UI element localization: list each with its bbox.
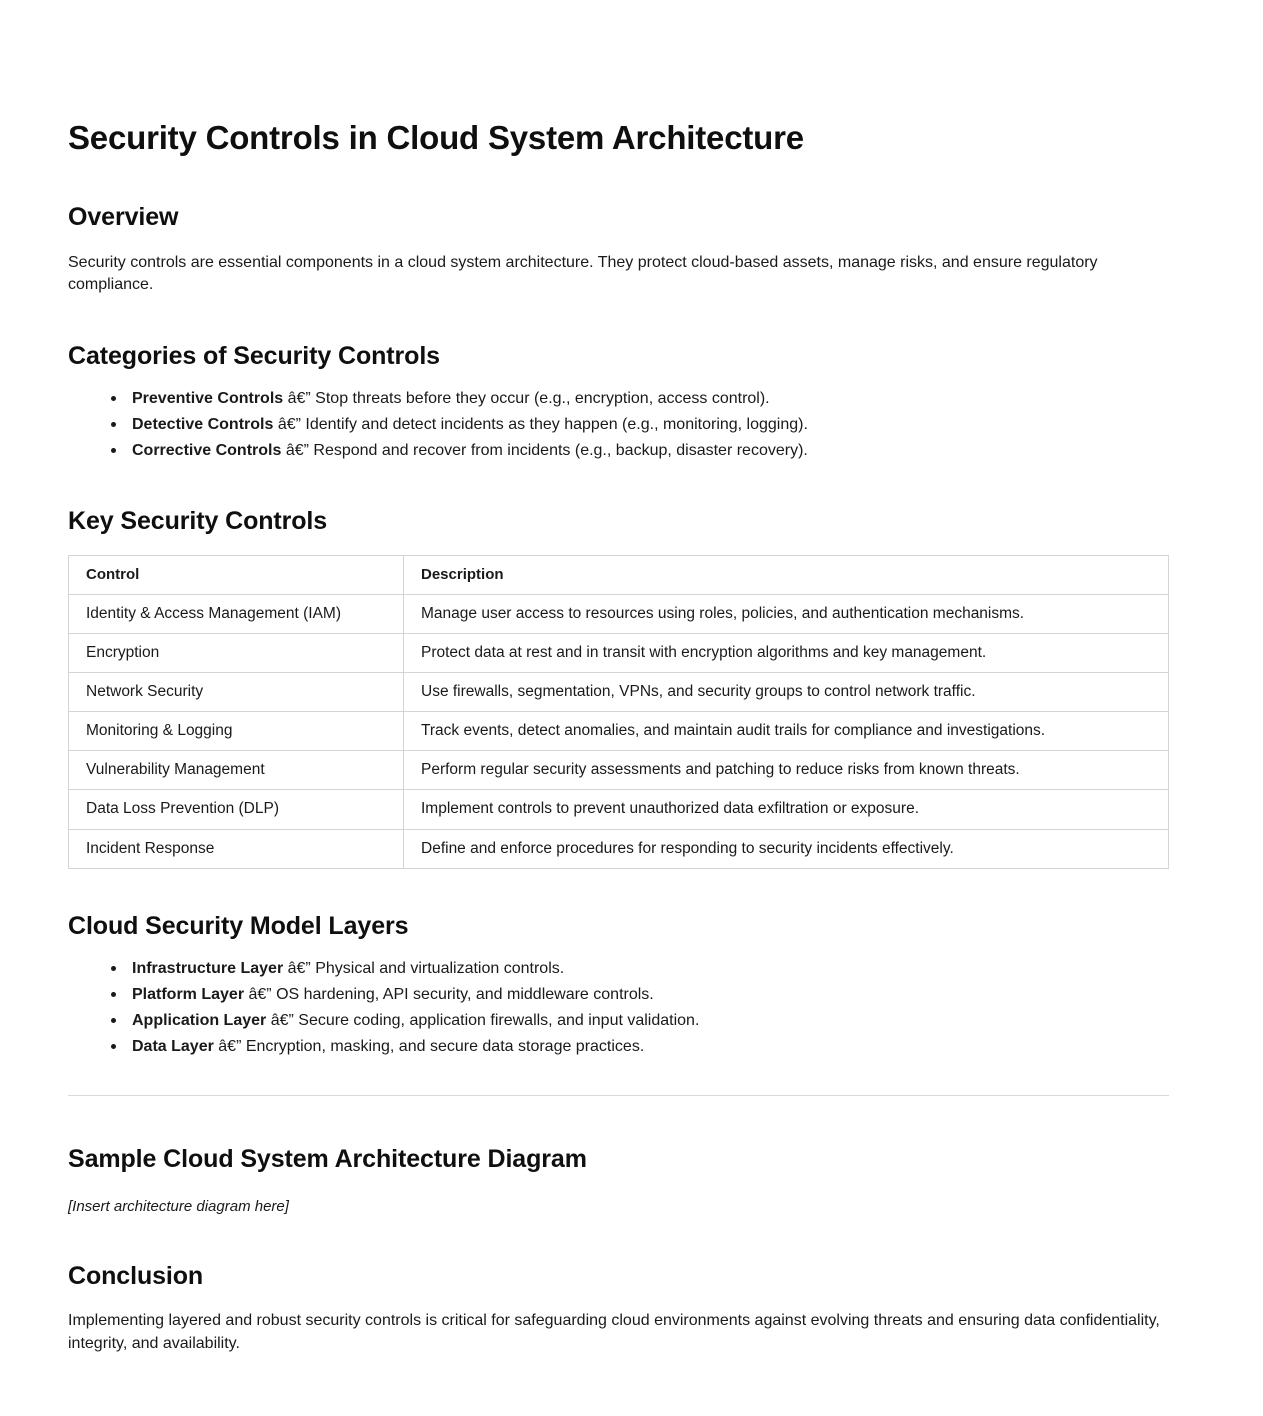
column-header-control: Control xyxy=(69,555,404,594)
section-model-layers xyxy=(68,911,1173,1058)
column-header-description: Description xyxy=(404,555,1169,594)
table-row xyxy=(69,633,1169,672)
cell-description: Perform regular security assessments and patching to reduce risks from known threats. xyxy=(404,751,1169,790)
table-row xyxy=(69,712,1169,751)
cell-description: Protect data at rest and in transit with encryption algorithms and key management. xyxy=(404,633,1169,672)
list-item xyxy=(111,1036,1173,1057)
section-diagram xyxy=(68,1144,1173,1217)
section-divider xyxy=(68,1095,1169,1096)
table-row xyxy=(69,673,1169,712)
list-item xyxy=(111,958,1173,979)
list-item xyxy=(111,1010,1173,1031)
model-layers-heading: Cloud Security Model Layers xyxy=(68,911,409,940)
list-item-term: Preventive Controls xyxy=(132,390,284,408)
list-item xyxy=(111,388,1173,409)
table-body xyxy=(69,594,1169,868)
overview-heading: Overview xyxy=(68,203,179,232)
overview-paragraph: Security controls are essential components in a cloud system architecture. They protect cloud-based assets, manage risks, and ensure regulatory compliance. xyxy=(68,253,1098,294)
conclusion-paragraph: Implementing layered and robust security controls is critical for safeguarding cloud environments against evolving threats and ensuring data confidentiality, integrity, and availability. xyxy=(68,1312,1160,1352)
list-item-description: â€” Encryption, masking, and secure data storage practices. xyxy=(213,1038,645,1056)
table-row xyxy=(69,594,1169,633)
model-layers-list xyxy=(68,958,1173,1057)
table-row xyxy=(69,829,1169,868)
page-title: Security Controls in Cloud System Architecture xyxy=(68,119,804,156)
table-header-row xyxy=(69,555,1169,594)
section-conclusion xyxy=(68,1261,1173,1356)
list-item-description: â€” Physical and virtualization controls. xyxy=(283,960,565,977)
document-page xyxy=(68,0,1173,1416)
key-controls-table xyxy=(68,555,1169,869)
list-item-term: Corrective Controls xyxy=(132,442,282,460)
section-categories xyxy=(68,341,1173,462)
table-row xyxy=(69,790,1169,829)
cell-control: Incident Response xyxy=(69,829,404,868)
cell-description: Track events, detect anomalies, and maintain audit trails for compliance and investigations. xyxy=(404,712,1169,751)
cell-description: Manage user access to resources using roles, policies, and authentication mechanisms. xyxy=(404,594,1169,633)
section-overview xyxy=(68,202,1173,297)
categories-heading: Categories of Security Controls xyxy=(68,341,440,370)
table-row xyxy=(69,751,1169,790)
diagram-heading: Sample Cloud System Architecture Diagram xyxy=(68,1145,587,1174)
list-item xyxy=(111,414,1173,435)
cell-description: Implement controls to prevent unauthorized data exfiltration or exposure. xyxy=(404,790,1169,829)
list-item-term: Platform Layer xyxy=(132,986,245,1004)
list-item xyxy=(111,440,1173,461)
cell-control: Vulnerability Management xyxy=(69,751,404,790)
cell-control: Network Security xyxy=(69,673,404,712)
diagram-placeholder: [Insert architecture diagram here] xyxy=(68,1197,289,1215)
table-header xyxy=(69,555,1169,594)
list-item-description: â€” Stop threats before they occur (e.g., encryption, access control). xyxy=(283,390,770,408)
categories-list xyxy=(68,388,1173,461)
cell-control: Monitoring & Logging xyxy=(69,712,404,751)
list-item-term: Infrastructure Layer xyxy=(132,960,284,977)
conclusion-heading: Conclusion xyxy=(68,1261,204,1290)
list-item-term: Application Layer xyxy=(132,1012,267,1030)
list-item-description: â€” Identify and detect incidents as they happen (e.g., monitoring, logging). xyxy=(273,416,808,434)
list-item-term: Detective Controls xyxy=(132,416,274,434)
list-item-description: â€” Respond and recover from incidents (e.g., backup, disaster recovery). xyxy=(281,442,808,460)
section-key-controls xyxy=(68,506,1173,869)
list-item-term: Data Layer xyxy=(132,1038,214,1056)
cell-control: Data Loss Prevention (DLP) xyxy=(69,790,404,829)
list-item-description: â€” Secure coding, application firewalls, and input validation. xyxy=(266,1012,700,1030)
list-item-description: â€” OS hardening, API security, and middleware controls. xyxy=(244,986,654,1004)
cell-control: Identity & Access Management (IAM) xyxy=(69,594,404,633)
key-controls-heading: Key Security Controls xyxy=(68,506,328,535)
list-item xyxy=(111,984,1173,1005)
cell-control: Encryption xyxy=(69,633,404,672)
cell-description: Use firewalls, segmentation, VPNs, and security groups to control network traffic. xyxy=(404,673,1169,712)
cell-description: Define and enforce procedures for responding to security incidents effectively. xyxy=(404,829,1169,868)
